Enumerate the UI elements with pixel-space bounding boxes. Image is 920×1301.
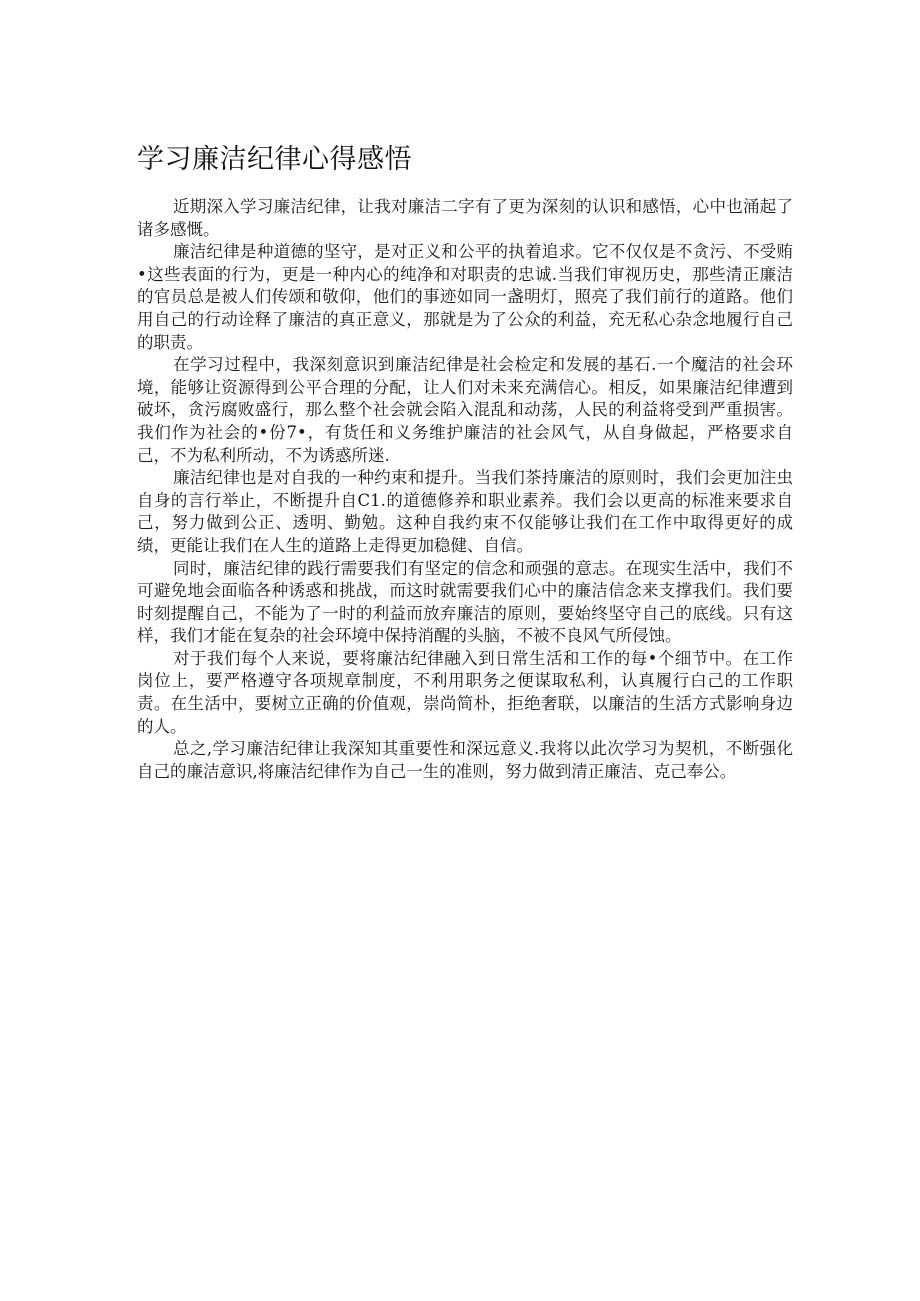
paragraph-social-foundation: 在学习过程中，我深刻意识到廉洁纪律是社会检定和发展的基石.一个魔洁的社会环境，能够让资源得到公平合理的分配，让人们对未来充满信心。相反，如果廉洁纪律遭到破坏，贪污腐败盛行，那么整个社会就会陷入混乱和动荡，人民的利益将受到严重损害。我们作为社会的•份7•，有货任和义务维护廉洁的社会风气，从自身做起，严格要求自己，不为私利所动，不为诱惑所迷. [137,355,793,465]
paragraph-conclusion: 总之,学习廉洁纪律让我深知其重要性和深远意义.我将以此次学习为契机，不断强化自己的廉洁意识,将廉洁纪律作为自己一生的准则，努力做到清正廉洁、克己奉公。 [137,739,793,781]
paragraph-daily-practice: 对于我们每个人来说，要将廉沽纪律融入到日常生活和工作的每•个细节中。在工作岗位上，要严格遵守各项规章制度，不利用职务之便谋取私利，认真履行白己的工作职责。在生活中，要树立正确的价值观，崇尚简朴，拒绝奢联，以廉洁的生活方式影响身边的人。 [137,648,793,736]
document-title: 学习廉洁纪律心得感悟 [137,144,412,175]
paragraph-firm-belief: 同时，廉洁纪律的践行需要我们有坚定的信念和顽强的意志。在现实生活中，我们不可避免地会面临各种诱惑和挑战，而这时就需要我们心中的廉洁信念来支撑我们。我们要时刻提醒自己，不能为了一时的利益而放弃廉洁的原则，要始终坚守自己的底线。只有这样，我们才能在复杂的社会环境中保持消醒的头脑，不被不良风气所侵蚀。 [137,558,793,646]
paragraph-intro: 近期深入学习廉洁纪律，让我对廉洁二字有了更为深刻的认识和感悟，心中也涌起了诸多感慨。 [137,197,793,239]
paragraph-self-discipline: 廉洁纪律也是对自我的一种约束和提升。当我们茶持廉洁的原则时，我们会更加注虫自身的言行举止，不断提升自C1.的道德修养和职业素养。我们会以更高的标准来要求自己，努力做到公正、透明、勤勉。这种自我约束不仅能够让我们在工作中取得更好的成绩，更能让我们在人生的道路上走得更加稳健、自信。 [137,468,793,555]
document-body [137,196,793,783]
paragraph-moral-integrity: 廉洁纪律是种道德的坚守，是对正义和公平的执着追求。它不仅仅是不贪污、不受贿•这些表面的行为，更是一种内心的纯净和对职责的忠诚.当我们审视历史，那些清正廉洁的官员总是被人们传颂和敬仰，他们的事迹如同一盏明灯，照亮了我们前行的道路。他们用自己的行动诠释了廉洁的真正意义，那就是为了公众的利益，充无私心杂念地履行自己的职责。 [137,242,793,352]
